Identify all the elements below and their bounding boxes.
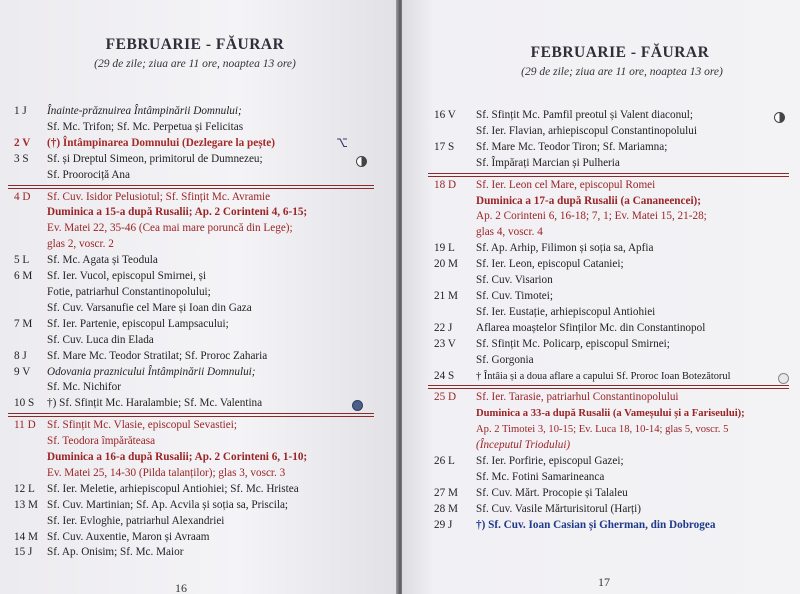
entry-line: Sf. Sfințit Mc. Policarp, episcopul Smirnei;	[476, 337, 670, 350]
entry-line: Ev. Matei 22, 35-46 (Cea mai mare poruncă din Lege);	[47, 222, 293, 235]
entry-line: (Începutul Triodului)	[476, 439, 571, 452]
entry-line: Sf. Mc. Nichifor	[47, 381, 121, 394]
entry-line: Duminica a 16-a după Rusalii; Ap. 2 Corinteni 6, 1-10;	[47, 451, 308, 464]
calendar-entry	[14, 498, 364, 530]
entry-line: Sf. Ier. Leon, episcopul Cataniei;	[476, 258, 624, 271]
day-label: 28 M	[434, 502, 458, 515]
day-label: 17 S	[434, 140, 455, 153]
calendar-entry	[14, 530, 364, 546]
calendar-entry	[434, 140, 779, 172]
day-label: 21 M	[434, 289, 458, 302]
day-label: 24 S	[434, 369, 455, 382]
entry-line: Sf. Ier. Flavian, arhiepiscopul Constantinopolului	[476, 124, 697, 137]
entry-line: Sf. Ier. Leon cel Mare, episcopul Romei	[476, 178, 656, 191]
calendar-entry	[14, 253, 364, 269]
entry-line: Sf. Ier. Eustație, arhiepiscopul Antiohiei	[476, 305, 656, 318]
day-label: 5 L	[14, 254, 30, 267]
calendar-entry	[14, 317, 364, 349]
entry-line: Duminica a 33-a după Rusalii (a Vameșului și a Fariseului);	[476, 408, 745, 420]
calendar-entry	[434, 454, 779, 486]
calendar-entry	[434, 289, 779, 321]
entry-line: Ap. 2 Corinteni 6, 16-18; 7, 1; Ev. Matei 15, 21-28;	[476, 210, 707, 223]
calendar-entry-sunday	[434, 178, 779, 242]
calendar-list	[14, 104, 364, 561]
entry-line: Înainte-prăznuirea Întâmpinării Domnului;	[47, 105, 242, 117]
entry-line: † Întâia și a doua aflare a capului Sf. Proroc Ioan Botezătorul	[476, 370, 731, 382]
day-label: 18 D	[434, 178, 457, 191]
day-label: 14 M	[14, 530, 38, 543]
entry-line: Sf. Ier. Meletie, arhiepiscopul Antiohiei; Sf. Mc. Hristea	[47, 482, 299, 495]
moon-new-icon	[778, 373, 789, 384]
entry-line: Duminica a 15-a după Rusalii; Ap. 2 Corinteni 4, 6-15;	[47, 206, 308, 219]
day-label: 25 D	[434, 391, 457, 404]
entry-line: Sf. Ap. Onisim; Sf. Mc. Maior	[47, 546, 184, 559]
calendar-entry	[434, 337, 779, 369]
calendar-entry-sunday	[434, 390, 779, 454]
calendar-entry	[434, 518, 779, 534]
entry-line: Sf. Ier. Porfirie, episcopul Gazei;	[476, 455, 624, 468]
entry-line: Sf. Cuv. Varsanufie cel Mare și Ioan din Gaza	[47, 301, 252, 314]
entry-line: Sf. Ap. Arhip, Filimon și soția sa, Apfia	[476, 242, 654, 255]
entry-line: Sf. Gorgonia	[476, 353, 534, 366]
left-page	[0, 0, 398, 594]
entry-line: Sf. Cuv. Visarion	[476, 274, 553, 287]
entry-line: Sf. Teodora împărăteasa	[47, 435, 156, 448]
day-label: 12 L	[14, 482, 35, 495]
day-label: 27 M	[434, 486, 458, 499]
entry-line: Sf. Mc. Fotini Samarineanca	[476, 470, 605, 483]
entry-line: Sf. Cuv. Timotei;	[476, 289, 553, 302]
calendar-entry	[434, 241, 779, 257]
page-number: 16	[175, 581, 187, 594]
entry-line: Sf. Împărați Marcian și Pulheria	[476, 156, 620, 169]
calendar-entry-sunday	[14, 190, 364, 254]
calendar-entry	[434, 502, 779, 518]
day-label: 15 J	[14, 546, 33, 559]
entry-line: Aflarea moaștelor Sfinților Mc. din Constantinopol	[476, 321, 706, 334]
entry-line: Sf. Ier. Vucol, episcopul Smirnei, și	[47, 270, 207, 283]
page-subtitle: (29 de zile; ziua are 11 ore, noaptea 13 ore)	[94, 58, 296, 70]
calendar-entry	[14, 269, 364, 317]
entry-line: Sf. Mare Mc. Teodor Stratilat; Sf. Proroc Zaharia	[47, 349, 268, 362]
fish-icon: ⌥	[336, 135, 348, 150]
calendar-entry	[14, 349, 364, 365]
day-label: 10 S	[14, 397, 35, 410]
day-label: 4 D	[14, 190, 31, 203]
entry-line: Fotie, patriarhul Constantinopolului;	[47, 285, 211, 298]
day-label: 29 J	[434, 518, 453, 531]
day-label: 16 V	[434, 109, 456, 121]
entry-line: Sf. Mare Mc. Teodor Tiron; Sf. Mariamna;	[476, 140, 668, 153]
calendar-entry	[14, 365, 364, 397]
day-label: 20 M	[434, 258, 458, 271]
page-number: 17	[598, 575, 610, 589]
day-label: 7 M	[14, 317, 33, 330]
day-label: 23 V	[434, 337, 456, 350]
day-label: 8 J	[14, 349, 27, 362]
day-label: 19 L	[434, 242, 455, 255]
day-label: 22 J	[434, 321, 453, 334]
day-label: 13 M	[14, 498, 38, 511]
day-label: 1 J	[14, 105, 27, 117]
entry-line: Sf. Proorociță Ana	[47, 168, 130, 181]
calendar-entry-sunday	[14, 418, 364, 482]
calendar-entry	[14, 104, 364, 136]
calendar-entry	[434, 257, 779, 289]
entry-line: glas 2, voscr. 2	[47, 238, 114, 251]
calendar-entry	[14, 396, 364, 412]
entry-line: Ap. 2 Timotei 3, 10-15; Ev. Luca 18, 10-14; glas 5, voscr. 5	[476, 424, 729, 436]
entry-line: Sf. Mc. Trifon; Sf. Mc. Perpetua și Felicitas	[47, 120, 244, 133]
entry-line: Sf. Cuv. Vasile Mărturisitorul (Harți)	[476, 502, 641, 515]
entry-line: Odovania praznicului Întâmpinării Domnului;	[47, 365, 256, 378]
calendar-entry	[14, 152, 364, 184]
entry-line: †) Sf. Sfințit Mc. Haralambie; Sf. Mc. Valentina	[47, 397, 263, 410]
calendar-entry	[434, 486, 779, 502]
day-label: 3 S	[14, 152, 29, 165]
entry-line: glas 4, voscr. 4	[476, 226, 543, 239]
entry-line: Sf. Mc. Agata și Teodula	[47, 254, 158, 267]
page-subtitle: (29 de zile; ziua are 11 ore, noaptea 13 ore)	[521, 66, 723, 78]
moon-first-quarter-icon	[356, 156, 367, 167]
entry-line: Sf. Cuv. Martinian; Sf. Ap. Acvila și soția sa, Priscila;	[47, 498, 289, 511]
entry-line: Sf. Cuv. Mărt. Procopie și Talaleu	[476, 486, 628, 499]
entry-line: Ev. Matei 25, 14-30 (Pilda talanților); glas 3, voscr. 3	[47, 466, 286, 479]
day-label: 11 D	[14, 419, 36, 432]
calendar-entry	[14, 545, 364, 561]
right-page	[402, 0, 800, 594]
calendar-entry	[434, 369, 779, 385]
page-title: FEBRUARIE - FĂURAR	[530, 44, 710, 61]
calendar-list	[434, 108, 779, 534]
entry-line: Sf. Ier. Tarasie, patriarhul Constantinopolului	[476, 391, 679, 404]
day-label: 26 L	[434, 455, 455, 468]
entry-line: (†) Întâmpinarea Domnului (Dezlegare la pește)	[47, 136, 275, 149]
entry-line: †) Sf. Cuv. Ioan Casian și Gherman, din Dobrogea	[476, 518, 716, 531]
entry-line: Sf. Cuv. Luca din Elada	[47, 333, 154, 346]
entry-line: Sf. Ier. Partenie, episcopul Lampsacului;	[47, 317, 229, 330]
entry-line: Sf. și Dreptul Simeon, primitorul de Dumnezeu;	[47, 152, 263, 165]
moon-last-quarter-icon	[774, 112, 785, 123]
calendar-entry	[14, 136, 364, 152]
calendar-entry	[434, 108, 779, 140]
entry-line: Sf. Cuv. Auxentie, Maron și Avraam	[47, 530, 210, 543]
day-label: 2 V	[14, 136, 31, 149]
calendar-entry	[14, 482, 364, 498]
calendar-entry	[434, 321, 779, 337]
page-title: FEBRUARIE - FĂURAR	[105, 36, 285, 53]
day-label: 9 V	[14, 365, 31, 378]
entry-line: Sf. Cuv. Isidor Pelusiotul; Sf. Sfințit Mc. Avramie	[47, 190, 271, 203]
entry-line: Duminica a 17-a după Rusalii (a Cananeencei);	[476, 194, 702, 207]
entry-line: Sf. Sfințit Mc. Pamfil preotul și Valent diaconul;	[476, 109, 693, 121]
day-label: 6 M	[14, 270, 33, 283]
entry-line: Sf. Ier. Evloghie, patriarhul Alexandriei	[47, 514, 225, 527]
entry-line: Sf. Sfințit Mc. Vlasie, episcopul Sevastiei;	[47, 419, 237, 432]
